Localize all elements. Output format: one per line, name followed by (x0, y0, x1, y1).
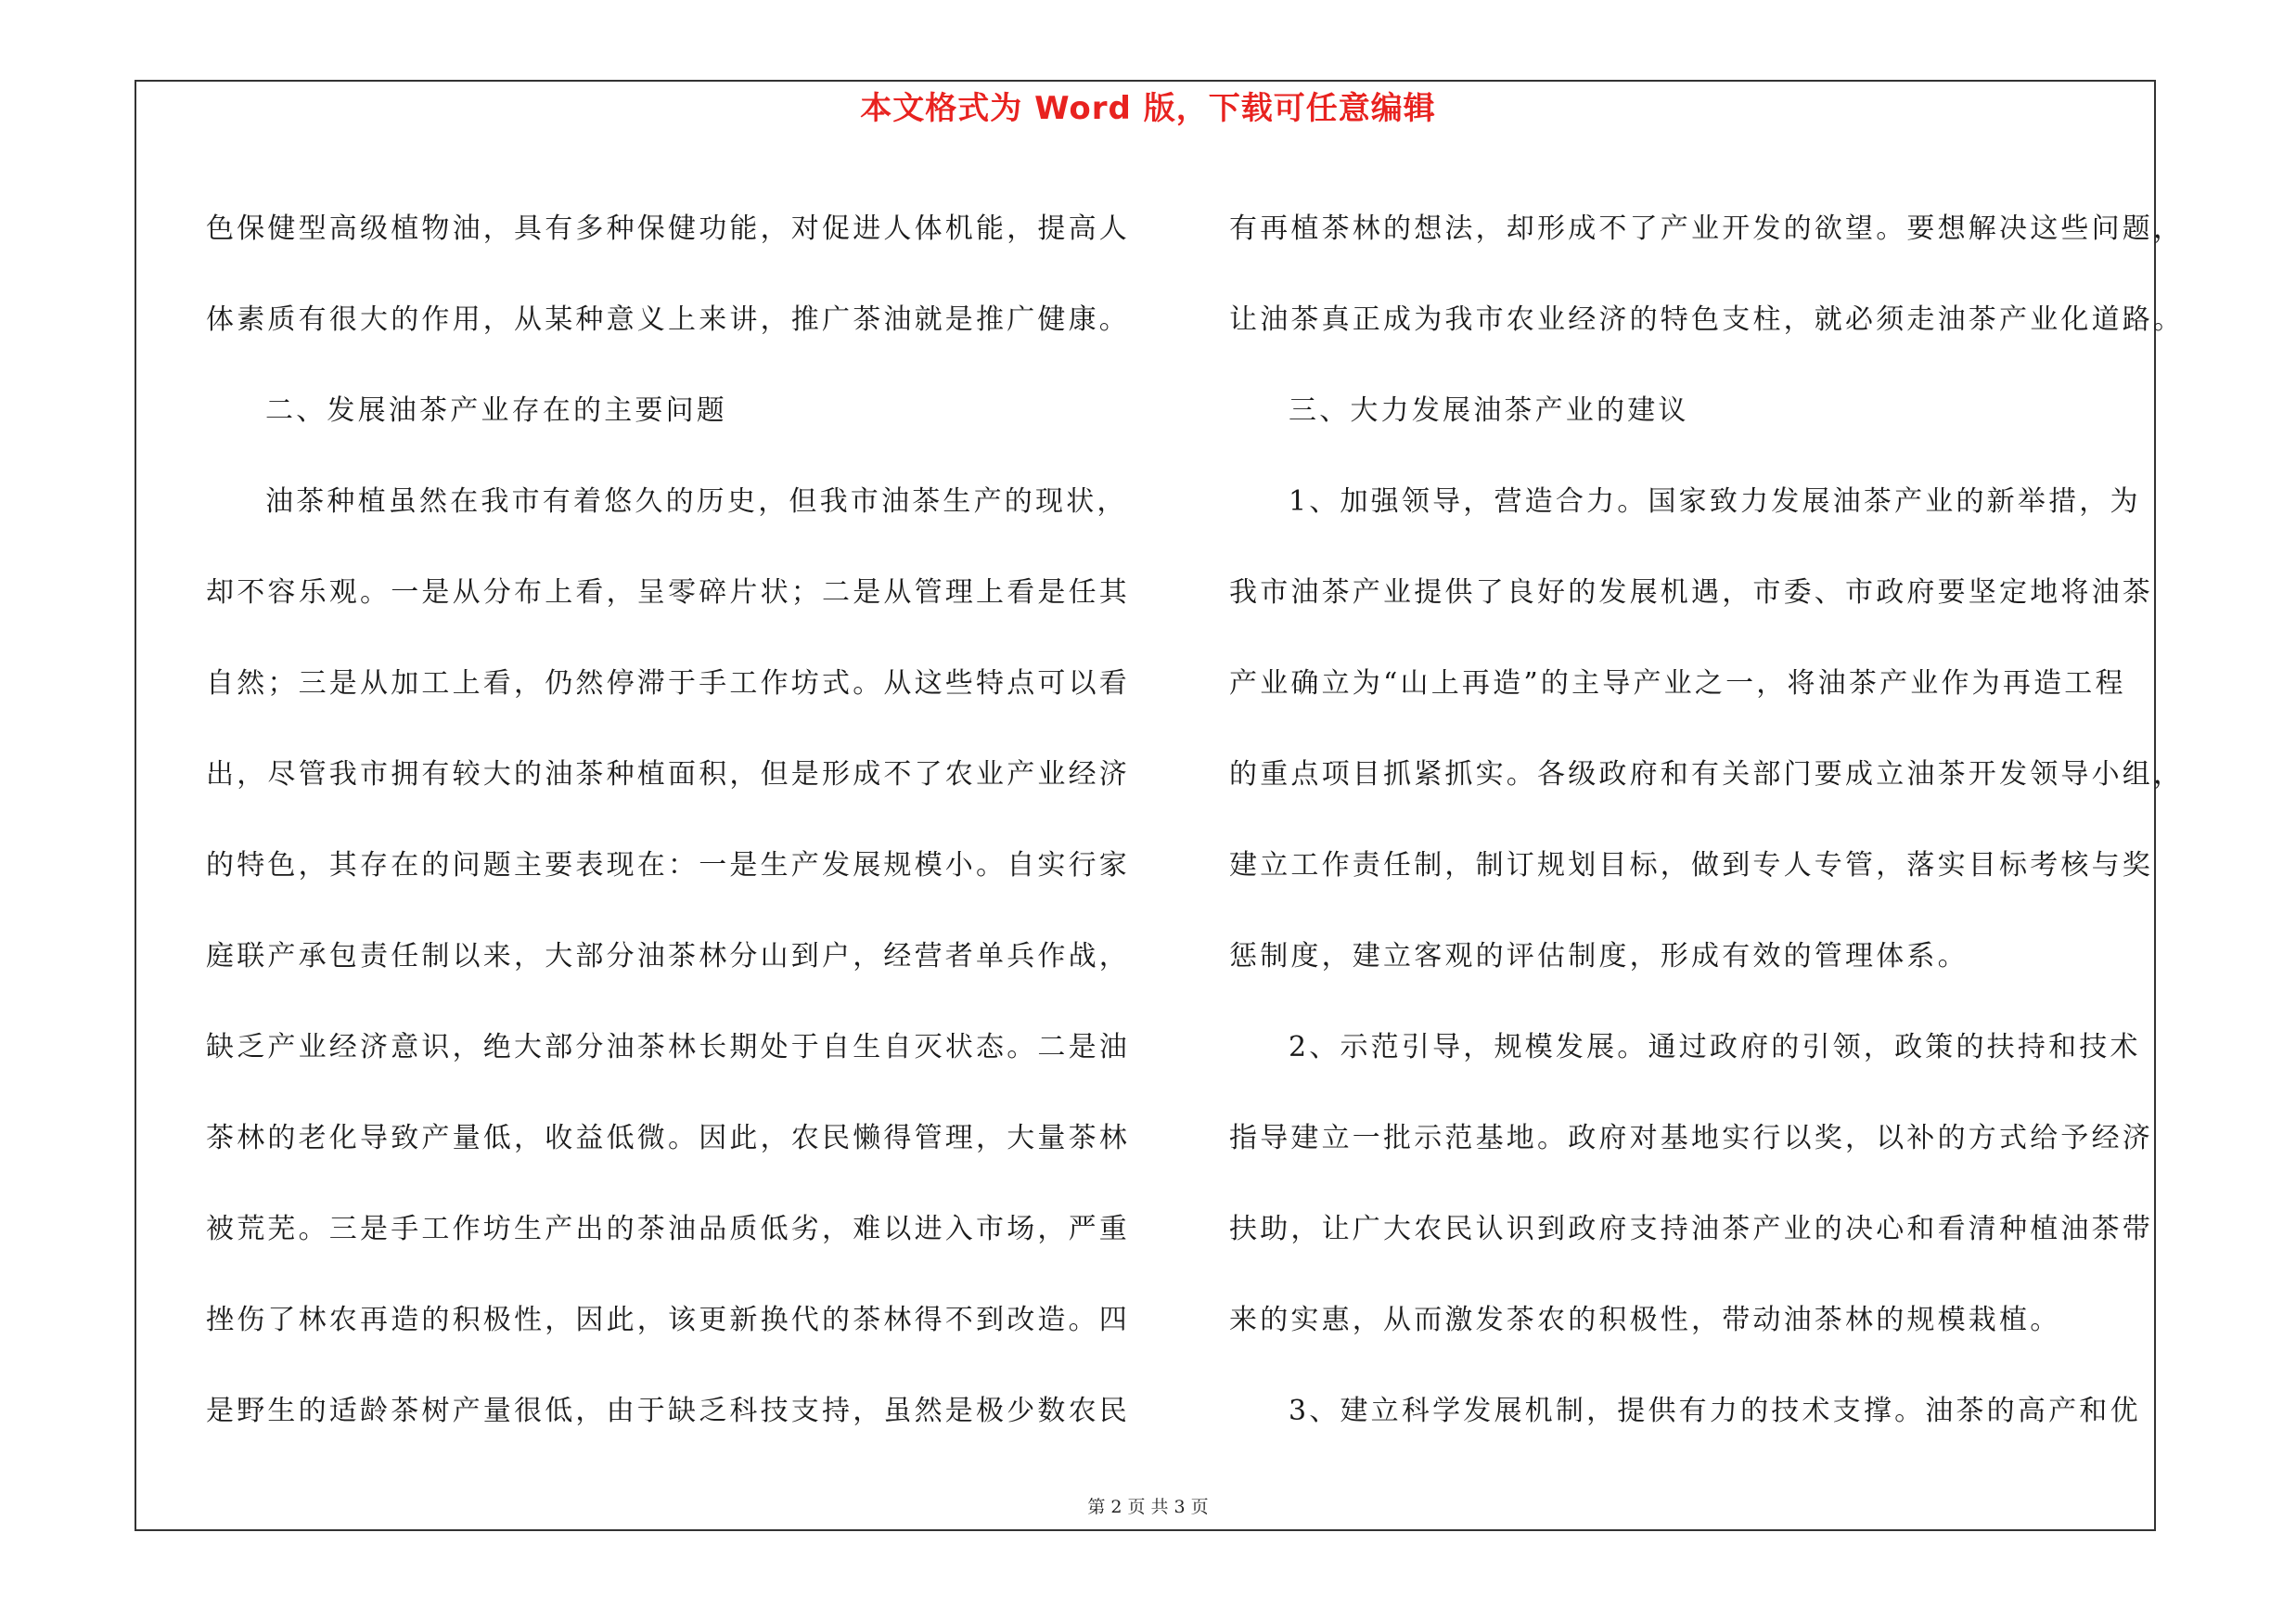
text-line: 有再植茶林的想法，却形成不了产业开发的欲望。要想解决这些问题， (1229, 213, 2185, 245)
right-text-column (1229, 184, 2185, 1457)
left-text-column (206, 184, 1143, 1457)
text-line: 体素质有很大的作用，从某种意义上来讲，推广茶油就是推广健康。 (206, 303, 1130, 336)
text-line: 油茶种植虽然在我市有着悠久的历史，但我市油茶生产的现状， (265, 485, 1128, 518)
text-line: 3、建立科学发展机制，提供有力的技术支撑。油茶的高产和优 (1289, 1395, 2141, 1427)
page-number-footer: 第 2 页 共 3 页 (1087, 1497, 1209, 1517)
word-format-banner: 本文格式为 Word 版，下载可任意编辑 (860, 90, 1436, 127)
text-line: 2、示范引导，规模发展。通过政府的引领，政策的扶持和技术 (1289, 1031, 2141, 1063)
text-line: 被荒芜。三是手工作坊生产出的茶油品质低劣，难以进入市场，严重 (206, 1213, 1130, 1245)
text-line: 庭联产承包责任制以来，大部分油茶林分山到户，经营者单兵作战， (206, 940, 1130, 973)
text-line: 让油茶真正成为我市农业经济的特色支柱，就必须走油茶产业化道路。 (1229, 303, 2185, 336)
text-line: 1、加强领导，营造合力。国家致力发展油茶产业的新举措，为 (1289, 485, 2141, 518)
text-line: 指导建立一批示范基地。政府对基地实行以奖，以补的方式给予经济 (1229, 1122, 2153, 1154)
text-line: 二、发展油茶产业存在的主要问题 (265, 394, 727, 427)
text-line: 挫伤了林农再造的积极性，因此，该更新换代的茶林得不到改造。四 (206, 1304, 1130, 1336)
text-line: 色保健型高级植物油，具有多种保健功能，对促进人体机能，提高人 (206, 213, 1130, 245)
text-line: 自然；三是从加工上看，仍然停滞于手工作坊式。从这些特点可以看 (206, 667, 1130, 700)
text-line: 是野生的适龄茶树产量很低，由于缺乏科技支持，虽然是极少数农民 (206, 1395, 1130, 1427)
text-line: 缺乏产业经济意识，绝大部分油茶林长期处于自生自灭状态。二是油 (206, 1031, 1130, 1063)
text-line: 出，尽管我市拥有较大的油茶种植面积，但是形成不了农业产业经济 (206, 758, 1130, 791)
text-line: 的重点项目抓紧抓实。各级政府和有关部门要成立油茶开发领导小组， (1229, 758, 2185, 791)
text-line: 惩制度，建立客观的评估制度，形成有效的管理体系。 (1229, 940, 1969, 973)
text-line: 却不容乐观。一是从分布上看，呈零碎片状；二是从管理上看是任其 (206, 576, 1130, 609)
text-line: 三、大力发展油茶产业的建议 (1289, 394, 1689, 427)
text-line: 扶助，让广大农民认识到政府支持油茶产业的决心和看清种植油茶带 (1229, 1213, 2153, 1245)
text-line: 来的实惠，从而激发茶农的积极性，带动油茶林的规模栽植。 (1229, 1304, 2061, 1336)
text-line: 我市油茶产业提供了良好的发展机遇，市委、市政府要坚定地将油茶 (1229, 576, 2153, 609)
text-line: 的特色，其存在的问题主要表现在：一是生产发展规模小。自实行家 (206, 849, 1130, 882)
text-line: 茶林的老化导致产量低，收益低微。因此，农民懒得管理，大量茶林 (206, 1122, 1130, 1154)
text-line: 建立工作责任制，制订规划目标，做到专人专管，落实目标考核与奖 (1229, 849, 2153, 882)
text-line: 产业确立为“山上再造”的主导产业之一，将油茶产业作为再造工程 (1229, 667, 2126, 700)
